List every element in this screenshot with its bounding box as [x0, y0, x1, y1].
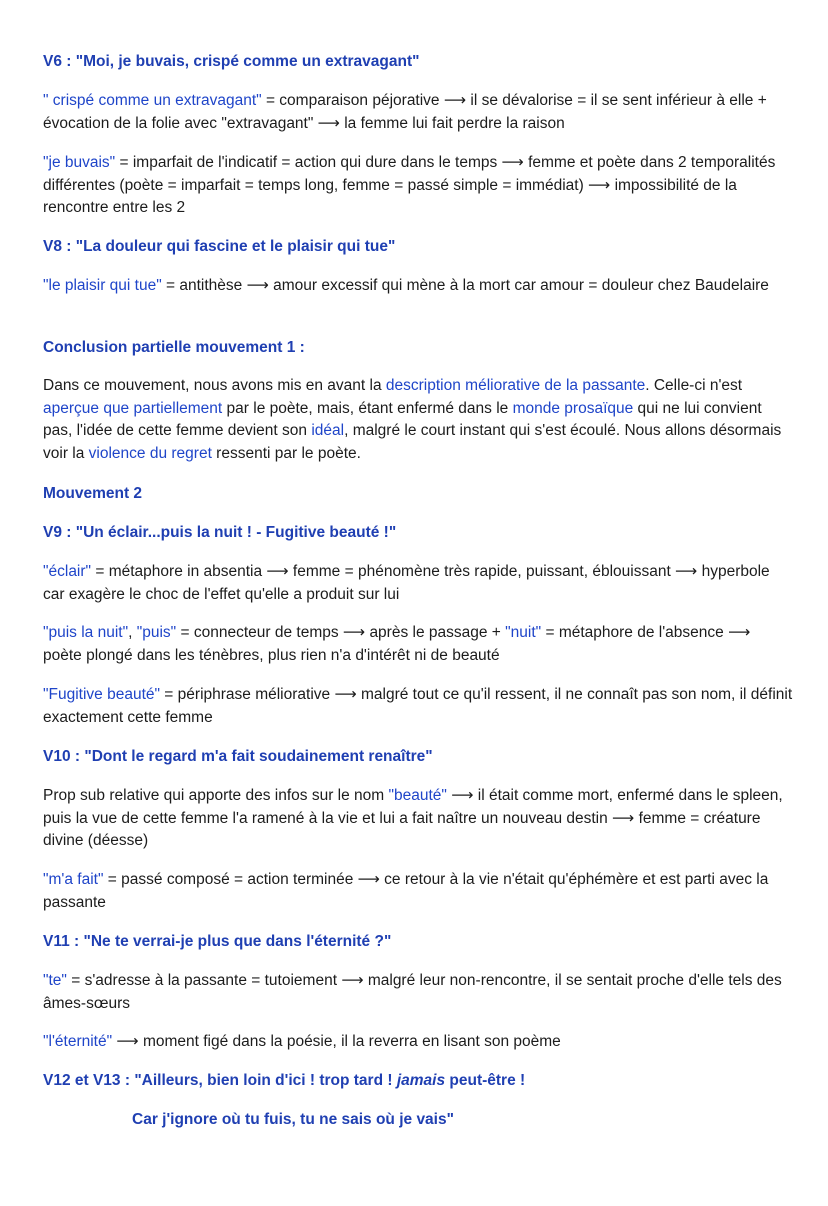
- text: ⟶ moment figé dans la poésie, il la reverra en lisant son poème: [112, 1033, 561, 1050]
- quote: "je buvais": [43, 154, 116, 171]
- text: = métaphore in absentia ⟶ femme = phénomène très rapide, puissant, éblouissant ⟶ hyperbole car exagère le choc de l'effet qu'elle a produit sur lui: [43, 563, 770, 603]
- conclusion-heading: Conclusion partielle mouvement 1 :: [43, 339, 305, 356]
- heading-emphasis: jamais: [396, 1072, 446, 1089]
- quote: "nuit": [505, 624, 542, 641]
- text: , malgré le court instant qui s'est écoulé. Nous allons désormais voir la: [43, 422, 782, 462]
- v9-paragraph-3: [43, 684, 793, 729]
- text: ressenti par le poète.: [211, 444, 361, 462]
- v8-paragraph-1: [43, 275, 793, 298]
- highlight: monde prosaïque: [512, 399, 634, 417]
- v10-paragraph-1: [43, 785, 793, 853]
- v8-heading: V8 : "La douleur qui fascine et le plaisir qui tue": [43, 238, 396, 255]
- quote: "beauté": [388, 787, 447, 804]
- text: = métaphore de l'absence ⟶ poète plongé dans les ténèbres, plus rien n'a d'intérêt ni de beauté: [43, 624, 751, 664]
- text: Prop sub relative qui apporte des infos sur le nom: [43, 787, 389, 804]
- v11-paragraph-1: [43, 970, 793, 1015]
- quote: "l'éternité": [43, 1033, 113, 1050]
- v10-paragraph-2: [43, 869, 793, 914]
- heading-part: peut-être !: [445, 1072, 526, 1089]
- v9-paragraph-1: [43, 561, 793, 606]
- v11-paragraph-2: [43, 1031, 793, 1054]
- highlight: violence du regret: [88, 444, 212, 462]
- text: ,: [128, 624, 137, 641]
- text: qui ne lui convient pas, l'idée de cette femme devient son: [43, 399, 762, 439]
- highlight: aperçue que partiellement: [43, 399, 223, 417]
- v10-heading: V10 : "Dont le regard m'a fait soudainement renaître": [43, 748, 433, 765]
- text: = s'adresse à la passante = tutoiement ⟶ malgré leur non-rencontre, il se sentait proche d'elle tels des âmes-sœurs: [43, 972, 782, 1012]
- text: = connecteur de temps ⟶ après le passage +: [176, 624, 506, 641]
- v6-heading: V6 : "Moi, je buvais, crispé comme un extravagant": [43, 53, 420, 70]
- quote: "puis la nuit": [43, 624, 129, 641]
- v6-paragraph-1: [43, 90, 793, 135]
- v11-heading: V11 : "Ne te verrai-je plus que dans l'éternité ?": [43, 933, 392, 950]
- quote: "le plaisir qui tue": [43, 277, 162, 294]
- quote: " crispé comme un extravagant": [43, 92, 262, 109]
- quote: "Fugitive beauté": [43, 686, 160, 703]
- heading-part: V12 et V13 : "Ailleurs, bien loin d'ici ! trop tard !: [43, 1072, 397, 1089]
- mouvement2-heading: Mouvement 2: [43, 485, 143, 502]
- v9-heading: V9 : "Un éclair...puis la nuit ! - Fugitive beauté !": [43, 524, 397, 541]
- highlight: description méliorative de la passante: [385, 377, 646, 394]
- text: = imparfait de l'indicatif = action qui dure dans le temps ⟶ femme et poète dans 2 temporalités différentes (poète = imparfait = temps long, femme = passé simple = immédiat) ⟶ impossibilité de la rencontre entre les 2: [43, 154, 776, 216]
- text: Dans ce mouvement, nous avons mis en avant la: [43, 377, 386, 394]
- quote: "te": [43, 972, 67, 989]
- v9-paragraph-2: [43, 622, 793, 667]
- conclusion-paragraph: [43, 375, 793, 465]
- v13-heading: Car j'ignore où tu fuis, tu ne sais où je vais": [132, 1111, 454, 1128]
- v6-paragraph-2: [43, 152, 793, 220]
- quote: "puis": [136, 624, 177, 641]
- text: = passé composé = action terminée ⟶ ce retour à la vie n'était qu'éphémère et est parti avec la passante: [43, 871, 769, 911]
- text: = comparaison péjorative ⟶ il se dévalorise = il se sent inférieur à elle + évocation de la folie avec "extravagant" ⟶ la femme lui fait perdre la raison: [43, 92, 767, 132]
- quote: "éclair": [43, 563, 92, 580]
- text: = périphrase méliorative ⟶ malgré tout ce qu'il ressent, il ne connaît pas son nom, il définit exactement cette femme: [43, 686, 793, 726]
- text: . Celle-ci n'est: [645, 377, 743, 394]
- text: par le poète, mais, étant enfermé dans le: [222, 399, 513, 417]
- quote: "m'a fait": [43, 871, 104, 888]
- highlight: idéal: [311, 422, 345, 439]
- text: ⟶ il était comme mort, enfermé dans le spleen, puis la vue de cette femme l'a ramené à la vie et lui a fait naître un nouveau destin ⟶ femme = créature divine (déesse): [43, 787, 783, 849]
- v12-heading: [43, 1070, 793, 1093]
- text: = antithèse ⟶ amour excessif qui mène à la mort car amour = douleur chez Baudelaire: [161, 277, 769, 294]
